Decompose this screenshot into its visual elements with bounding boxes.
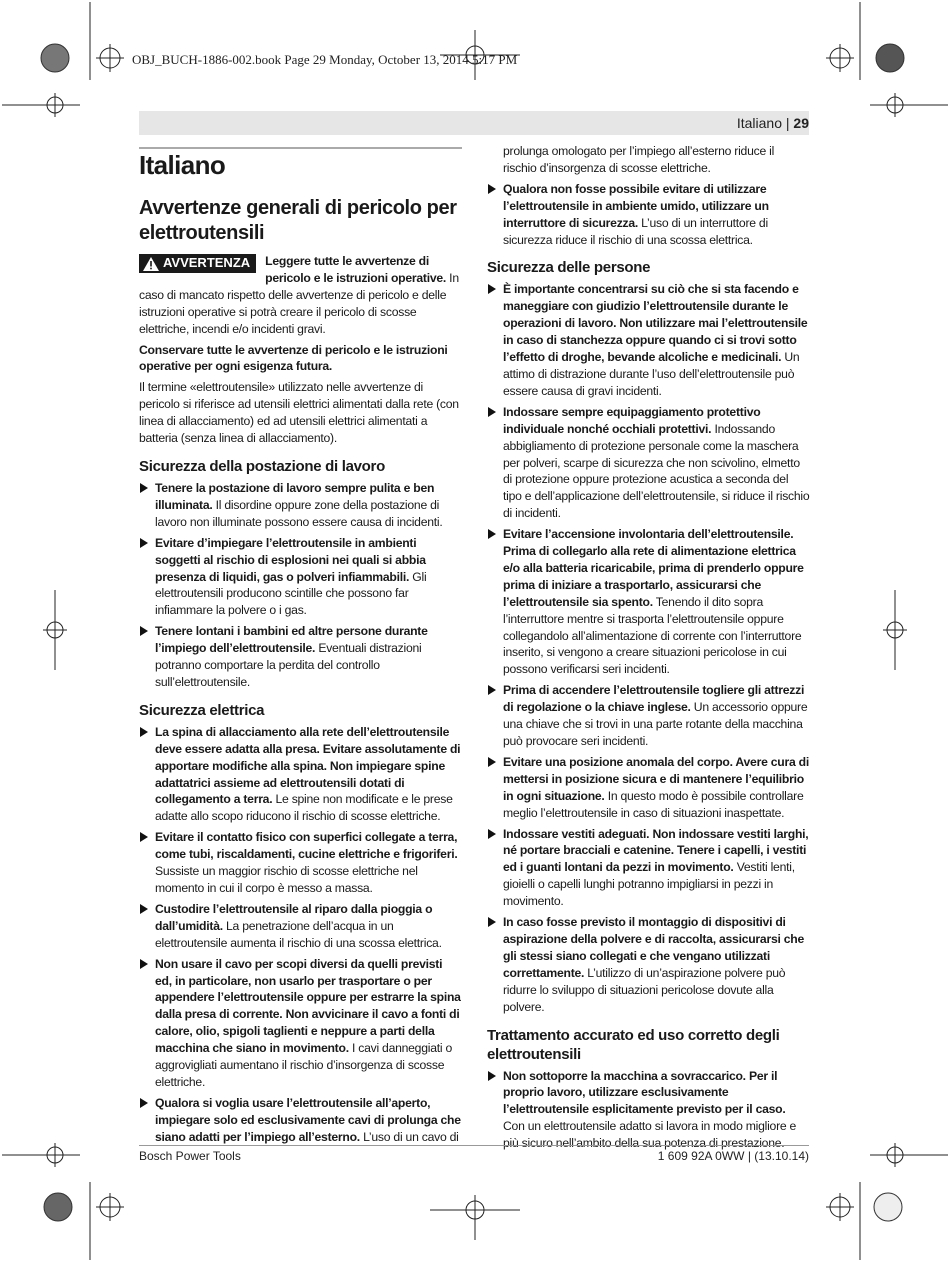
bullet-triangle-icon	[488, 284, 496, 294]
bullet-triangle-icon	[488, 917, 496, 927]
term-definition: Il termine «elettroutensile» utilizzato nelle avvertenze di pericolo si riferisce ad utensili elettrici alimentati dalla rete (con linea di allacciamento) ed ad utensili elettrici alimentati a batteria (senza linea di allacciamento).	[139, 380, 459, 446]
item-text: In questo modo è possibile controllare meglio l’elettroutensile in caso di situazioni inaspettate.	[503, 788, 804, 820]
list-item	[139, 956, 462, 1091]
page-header	[737, 115, 809, 131]
footer-rule	[139, 1145, 809, 1146]
item-bold: È importante concentrarsi su ciò che si sta facendo e maneggiare con giudizio l’elettroutensile durante le operazioni di lavoro. Non utilizzare mai l’elettroutensile in caso di stanchezza oppure quando ci si trovi sotto l’effetto di droghe, bevande alcoliche e medicinali.	[503, 282, 808, 365]
item-text: I cavi danneggiati o aggrovigliati aumentano il rischio d’insorgenza di scosse elettriche.	[155, 1041, 452, 1089]
right-column	[487, 143, 810, 1156]
list-item	[139, 829, 462, 897]
warning-label: AVVERTENZA	[163, 255, 251, 271]
item-bold: Tenere la postazione di lavoro sempre pulita e ben illuminata.	[155, 480, 435, 512]
item-text: La penetrazione dell’acqua in un elettroutensile aumenta il rischio di una scossa elettrica.	[155, 918, 442, 950]
workplace-heading: Sicurezza della postazione di lavoro	[139, 457, 385, 475]
print-slug: OBJ_BUCH-1886-002.book Page 29 Monday, October 13, 2014 5:17 PM	[132, 52, 518, 67]
list-item	[139, 623, 462, 691]
bullet-triangle-icon	[488, 757, 496, 767]
electrical-heading: Sicurezza elettrica	[139, 701, 265, 719]
handling-heading: Trattamento accurato ed uso corretto degli elettroutensili	[487, 1026, 780, 1063]
bullet-triangle-icon	[140, 538, 148, 548]
list-item	[487, 914, 810, 1015]
footer-left: Bosch Power Tools	[139, 1149, 241, 1163]
item-bold: Evitare una posizione anomala del corpo. Avere cura di mettersi in posizione sicura e di mantenere l’equilibrio in ogni situazione.	[503, 754, 809, 803]
item-text: L’utilizzo di un’aspirazione polvere può ridurre lo sviluppo di situazioni pericolose dovute alla polvere.	[503, 965, 786, 1014]
continuation-text: prolunga omologato per l’impiego all’esterno riduce il rischio d’insorgenza di scosse elettriche.	[503, 144, 775, 175]
item-bold: Prima di accendere l’elettroutensile togliere gli attrezzi di regolazione o la chiave inglese.	[503, 683, 805, 715]
item-bold: Evitare il contatto fisico con superfici collegate a terra, come tubi, riscaldamenti, cucine elettriche e frigoriferi.	[155, 830, 458, 862]
item-text: L’uso di un cavo di	[359, 1129, 459, 1144]
warning-triangle-icon	[143, 257, 159, 271]
list-item	[487, 181, 810, 249]
item-text: Il disordine oppure zone della postazione di lavoro non illuminate possono essere causa di incidenti.	[155, 497, 443, 529]
warning-text: In caso di mancato rispetto delle avvertenze di pericolo e delle istruzioni operative si potrà creare il pericolo di scosse elettriche, incendi e/o incidenti gravi.	[139, 270, 459, 336]
bullet-triangle-icon	[488, 685, 496, 695]
bullet-triangle-icon	[140, 959, 148, 969]
bullet-triangle-icon	[140, 483, 148, 493]
warning-bold-text: Leggere tutte le avvertenze di pericolo e le istruzioni operative.	[265, 254, 447, 285]
item-text: Le spine non modificate e le prese adatte allo scopo riducono il rischio di scosse elettriche.	[155, 792, 453, 824]
list-item	[487, 754, 810, 822]
list-item	[139, 535, 462, 620]
item-bold: Evitare d’impiegare l’elettroutensile in ambienti soggetti al rischio di esplosioni nei quali si abbia presenza di liquidi, gas o polveri infiammabili.	[155, 535, 426, 584]
list-item	[487, 826, 810, 911]
bullet-triangle-icon	[488, 184, 496, 194]
item-text: Indossando abbigliamento di protezione personale come la maschera per polveri, scarpe di sicurezza che non scivolino, elmetto di protezione oppure protezione acustica a seconda del tipo e dell’applicazione dell’elettroutensile, si riduce il rischio di incidenti.	[503, 421, 810, 521]
list-item	[487, 404, 810, 522]
warning-badge	[139, 254, 256, 273]
item-text: Vestiti lenti, gioielli o capelli lunghi potranno impigliarsi in pezzi in movimento.	[503, 860, 795, 909]
item-text: L’uso di un interruttore di sicurezza riduce il rischio di una scossa elettrica.	[503, 215, 768, 247]
item-text: Eventuali distrazioni potranno comportare la perdita del controllo sull’elettroutensile.	[155, 641, 422, 689]
item-bold: Custodire l’elettroutensile al riparo dalla pioggia o dall’umidità.	[155, 901, 433, 933]
bullet-triangle-icon	[488, 829, 496, 839]
list-item	[487, 682, 810, 750]
list-item	[139, 724, 462, 825]
list-item	[487, 1068, 810, 1153]
item-bold: Indossare vestiti adeguati. Non indossare vestiti larghi, né portare bracciali e catenine. Tenere i capelli, i vestiti ed i guanti lontani da pezzi in movimento.	[503, 826, 809, 875]
list-item	[139, 901, 462, 952]
header-language: Italiano	[736, 115, 782, 131]
bullet-triangle-icon	[140, 832, 148, 842]
item-text: Sussiste un maggior rischio di scosse elettriche nel momento in cui il corpo è messo a massa.	[155, 864, 418, 895]
page-number: 29	[793, 115, 809, 131]
item-bold: Non sottoporre la macchina a sovraccarico. Per il proprio lavoro, utilizzare esclusivamente l’elettroutensile esplicitamente previsto per il caso.	[503, 1068, 786, 1117]
header-separator: |	[785, 115, 790, 131]
item-bold: Tenere lontani i bambini ed altre persone durante l’impiego dell’elettroutensile.	[155, 624, 428, 656]
bullet-triangle-icon	[140, 727, 148, 737]
left-column	[139, 150, 462, 1150]
item-text: Un attimo di distrazione durante l’uso dell’elettroutensile può essere causa di gravi incidenti.	[503, 350, 800, 398]
warning-paragraph	[139, 253, 462, 338]
item-text: Tenendo il dito sopra l’interruttore mentre si trasporta l’elettroutensile oppure collegandolo all’alimentazione di corrente con l’interruttore inserito, si vengono a creare situazioni pericolose in cui possono verificarsi seri incidenti.	[503, 594, 802, 677]
item-bold: Qualora non fosse possibile evitare di utilizzare l’elettroutensile in ambiente umido, utilizzare un interruttore di sicurezza.	[503, 181, 769, 230]
bullet-triangle-icon	[140, 904, 148, 914]
bullet-triangle-icon	[488, 407, 496, 417]
list-item	[139, 1095, 462, 1146]
item-bold: Evitare l’accensione involontaria dell’elettroutensile. Prima di collegarlo alla rete di alimentazione elettrica e/o alla batteria ricaricabile, prima di prenderlo oppure prima di iniziare a trasportarlo, assicurarsi che l’elettroutensile sia spento.	[503, 527, 804, 609]
persons-heading: Sicurezza delle persone	[487, 259, 651, 277]
item-bold: Indossare sempre equipaggiamento protettivo individuale nonché occhiali protettivi.	[503, 404, 761, 436]
bullet-triangle-icon	[488, 529, 496, 539]
section-title: Avvertenze generali di pericolo per elettroutensili	[139, 197, 457, 244]
header-bar	[139, 111, 809, 135]
list-item	[139, 480, 462, 531]
item-bold: Qualora si voglia usare l’elettroutensile all’aperto, impiegare solo ed esclusivamente cavi di prolunga che siano adatti per l’impiego all’esterno.	[155, 1095, 461, 1144]
footer-right: 1 609 92A 0WW | (13.10.14)	[657, 1149, 809, 1163]
item-text: Con un elettroutensile adatto si lavora in modo migliore e più sicuro nell’ambito della sua potenza di prestazione.	[503, 1119, 797, 1151]
item-bold: In caso fosse previsto il montaggio di dispositivi di aspirazione della polvere e di raccolta, assicurarsi che gli stessi siano collegati e che vengano utilizzati correttamente.	[503, 915, 804, 980]
page-title: Italiano	[139, 150, 226, 180]
list-item	[487, 526, 810, 678]
bullet-triangle-icon	[488, 1071, 496, 1081]
item-bold: La spina di allacciamento alla rete dell’elettroutensile deve essere adatta alla presa. Evitare assolutamente di apportare modifiche alla spina. Non impiegare spine adattatrici assieme ad elettroutensili dotati di collegamento a terra.	[155, 724, 461, 807]
item-text: Un accessorio oppure una chiave che si trovi in una parte rotante della macchina può provocare seri incidenti.	[503, 700, 808, 748]
title-rule	[139, 147, 462, 149]
keep-instructions: Conservare tutte le avvertenze di pericolo e le istruzioni operative per ogni esigenza futura.	[139, 342, 448, 374]
bullet-triangle-icon	[140, 1098, 148, 1108]
list-item	[487, 281, 810, 399]
bullet-triangle-icon	[140, 626, 148, 636]
item-text: Gli elettroutensili producono scintille che possono far infiammare la polvere o i gas.	[155, 569, 427, 618]
item-bold: Non usare il cavo per scopi diversi da quelli previsti ed, in particolare, non usarlo per trasportare o per appendere l’elettroutensile oppure per estrarre la spina dalla presa di corrente. Non avvicinare il cavo a fonti di calore, olio, spigoli taglienti e neppure a parti della macchina che siano in movimento.	[155, 956, 461, 1056]
